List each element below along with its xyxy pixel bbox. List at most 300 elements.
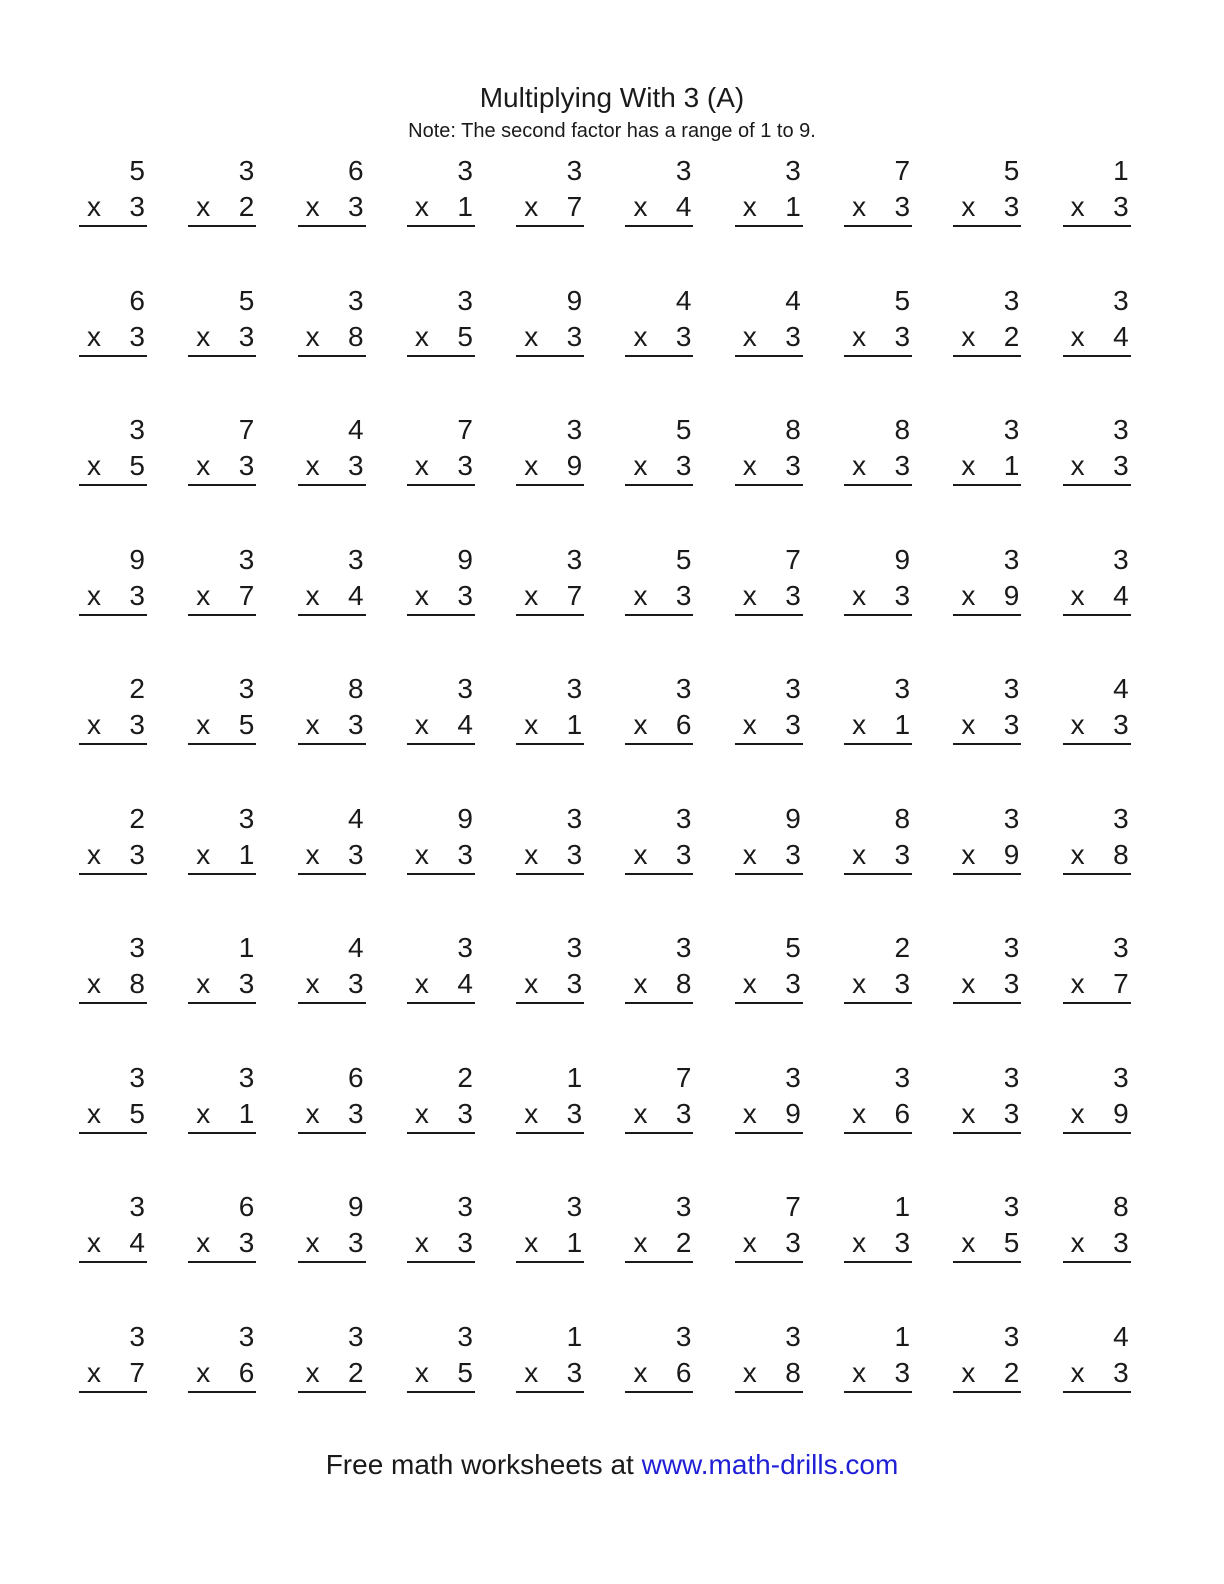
second-factor: 4	[348, 579, 364, 611]
second-factor: 5	[129, 450, 145, 481]
multiplication-problem	[1063, 801, 1131, 931]
first-factor: 7	[785, 1191, 801, 1222]
multiply-operator: x	[196, 450, 211, 481]
second-factor-row	[625, 966, 693, 1004]
second-factor: 5	[129, 1097, 145, 1129]
first-factor: 1	[894, 1320, 911, 1352]
multiplication-problem	[735, 1060, 803, 1190]
multiplication-problem	[298, 1060, 366, 1190]
second-factor-row	[625, 189, 693, 227]
multiplication-problem	[1063, 1189, 1131, 1319]
second-factor: 3	[894, 1356, 911, 1388]
second-factor-row	[1063, 1096, 1131, 1134]
second-factor-row	[953, 578, 1021, 616]
multiply-operator: x	[633, 1097, 648, 1129]
footer-link[interactable]: www.math-drills.com	[641, 1449, 899, 1480]
second-factor-row	[1063, 578, 1131, 616]
second-factor-row	[188, 1096, 256, 1134]
second-factor: 8	[348, 320, 364, 352]
multiplication-problem	[516, 1319, 584, 1449]
multiplication-problem	[953, 930, 1021, 1060]
second-factor: 3	[785, 1227, 801, 1258]
multiply-operator: x	[87, 579, 101, 611]
multiply-operator: x	[1070, 1227, 1085, 1258]
first-factor: 3	[457, 932, 473, 963]
second-factor-row	[844, 1355, 912, 1393]
multiply-operator: x	[414, 1097, 429, 1129]
first-factor: 9	[566, 284, 583, 316]
first-factor: 3	[348, 284, 364, 316]
page-title: Multiplying With 3 (A)	[479, 82, 745, 113]
second-factor-row	[844, 189, 912, 227]
second-factor-row	[79, 319, 147, 357]
multiply-operator: x	[305, 709, 320, 740]
first-factor: 3	[238, 1320, 255, 1352]
multiplication-problem	[516, 542, 584, 672]
first-factor: 8	[785, 414, 801, 445]
multiplication-problem	[625, 1060, 693, 1190]
multiply-operator: x	[524, 709, 539, 740]
second-factor: 2	[675, 1227, 692, 1258]
second-factor-row	[516, 578, 584, 616]
multiplication-problem	[188, 542, 256, 672]
multiply-operator: x	[196, 191, 211, 222]
first-factor: 3	[785, 1061, 801, 1093]
multiplication-problem	[625, 153, 693, 283]
first-factor: 3	[129, 414, 145, 445]
multiplication-problem	[188, 283, 256, 413]
first-factor: 6	[348, 155, 364, 186]
second-factor-row	[1063, 707, 1131, 745]
second-factor-row	[1063, 1355, 1131, 1393]
multiply-operator: x	[414, 1356, 429, 1388]
second-factor-row	[516, 837, 584, 875]
multiply-operator: x	[742, 1356, 757, 1388]
second-factor-row	[188, 189, 256, 227]
first-factor: 3	[566, 932, 583, 963]
multiplication-problem	[188, 1189, 256, 1319]
multiplication-problem	[625, 930, 693, 1060]
second-factor-row	[953, 837, 1021, 875]
first-factor: 3	[894, 673, 911, 704]
first-factor: 2	[457, 1061, 473, 1093]
second-factor-row	[79, 1225, 147, 1263]
second-factor-row	[625, 448, 693, 486]
second-factor: 3	[675, 450, 692, 481]
first-factor: 9	[457, 543, 473, 575]
multiplication-problem	[188, 153, 256, 283]
first-factor: 3	[566, 155, 583, 186]
multiply-operator: x	[196, 1097, 211, 1129]
multiplication-problem	[844, 930, 912, 1060]
multiply-operator: x	[633, 709, 648, 740]
multiply-operator: x	[414, 1227, 429, 1258]
second-factor-row	[298, 189, 366, 227]
second-factor: 3	[129, 709, 145, 740]
first-factor: 3	[566, 543, 583, 575]
second-factor: 1	[1003, 450, 1020, 481]
first-factor: 3	[457, 1191, 473, 1222]
second-factor-row	[735, 578, 803, 616]
multiply-operator: x	[305, 838, 320, 870]
first-factor: 3	[457, 673, 473, 704]
first-factor: 9	[129, 543, 145, 575]
multiplication-problem	[1063, 153, 1131, 283]
first-factor: 3	[675, 155, 692, 186]
second-factor: 4	[1113, 320, 1129, 352]
multiply-operator: x	[196, 968, 211, 999]
second-factor: 2	[1003, 1356, 1020, 1388]
multiply-operator: x	[961, 968, 976, 999]
second-factor: 6	[675, 1356, 692, 1388]
second-factor-row	[516, 448, 584, 486]
multiplication-problem	[953, 153, 1021, 283]
multiply-operator: x	[196, 709, 211, 740]
multiplication-problem	[953, 412, 1021, 542]
multiplication-problem	[298, 801, 366, 931]
multiply-operator: x	[305, 191, 320, 222]
multiplication-problem	[188, 671, 256, 801]
multiplication-problem	[516, 283, 584, 413]
first-factor: 8	[1113, 1191, 1129, 1222]
page-subtitle: Note: The second factor has a range of 1 to 9.	[408, 120, 816, 142]
multiply-operator: x	[742, 579, 757, 611]
second-factor: 3	[238, 450, 255, 481]
multiply-operator: x	[524, 968, 539, 999]
second-factor-row	[625, 707, 693, 745]
multiplication-problem	[625, 1319, 693, 1449]
first-factor: 3	[129, 1320, 145, 1352]
second-factor-row	[953, 448, 1021, 486]
second-factor: 3	[1113, 709, 1129, 740]
second-factor: 2	[1003, 320, 1020, 352]
first-factor: 3	[894, 1061, 911, 1093]
multiplication-problem	[298, 412, 366, 542]
second-factor: 3	[566, 320, 583, 352]
first-factor: 3	[1003, 1191, 1020, 1222]
multiplication-problem	[1063, 1060, 1131, 1190]
first-factor: 3	[457, 284, 473, 316]
multiplication-problem	[407, 930, 475, 1060]
multiplication-problem	[625, 283, 693, 413]
first-factor: 5	[238, 284, 255, 316]
multiply-operator: x	[87, 1356, 101, 1388]
second-factor: 3	[675, 838, 692, 870]
multiply-operator: x	[414, 450, 429, 481]
multiplication-problem	[298, 930, 366, 1060]
first-factor: 8	[894, 414, 911, 445]
second-factor-row	[407, 319, 475, 357]
second-factor: 9	[1003, 579, 1020, 611]
first-factor: 3	[675, 1320, 692, 1352]
multiplication-problem	[953, 1060, 1021, 1190]
multiplication-problem	[1063, 1319, 1131, 1449]
multiply-operator: x	[742, 1227, 757, 1258]
multiply-operator: x	[852, 709, 867, 740]
second-factor: 3	[348, 1097, 364, 1129]
first-factor: 5	[129, 155, 145, 186]
second-factor: 3	[457, 838, 473, 870]
footer	[0, 1448, 1224, 1482]
multiply-operator: x	[305, 450, 320, 481]
multiply-operator: x	[1070, 709, 1085, 740]
multiply-operator: x	[742, 968, 757, 999]
first-factor: 3	[238, 802, 255, 834]
second-factor: 3	[785, 320, 801, 352]
multiplication-problem	[1063, 283, 1131, 413]
multiplication-problem	[407, 542, 475, 672]
second-factor-row	[844, 707, 912, 745]
first-factor: 3	[675, 1191, 692, 1222]
second-factor: 3	[566, 1356, 583, 1388]
first-factor: 5	[675, 414, 692, 445]
multiply-operator: x	[961, 709, 976, 740]
multiplication-problem	[79, 1319, 147, 1449]
second-factor-row	[79, 189, 147, 227]
second-factor-row	[407, 448, 475, 486]
second-factor-row	[1063, 837, 1131, 875]
first-factor: 1	[1113, 155, 1129, 186]
second-factor: 3	[894, 450, 911, 481]
second-factor: 3	[129, 320, 145, 352]
multiply-operator: x	[1070, 1097, 1085, 1129]
first-factor: 3	[566, 802, 583, 834]
multiplication-problem	[516, 1060, 584, 1190]
multiplication-problem	[625, 412, 693, 542]
second-factor-row	[79, 1096, 147, 1134]
second-factor: 8	[1113, 838, 1129, 870]
multiplication-problem	[516, 412, 584, 542]
second-factor-row	[844, 1096, 912, 1134]
second-factor: 3	[1113, 450, 1129, 481]
multiply-operator: x	[742, 1097, 757, 1129]
second-factor: 9	[566, 450, 583, 481]
first-factor: 3	[348, 1320, 364, 1352]
multiplication-problem	[735, 542, 803, 672]
second-factor-row	[735, 319, 803, 357]
first-factor: 3	[457, 1320, 473, 1352]
multiplication-problem	[188, 1060, 256, 1190]
second-factor: 9	[785, 1097, 801, 1129]
second-factor: 6	[675, 709, 692, 740]
multiply-operator: x	[961, 579, 976, 611]
multiply-operator: x	[633, 968, 648, 999]
second-factor-row	[407, 189, 475, 227]
second-factor: 7	[1113, 968, 1129, 999]
multiplication-problem	[735, 801, 803, 931]
first-factor: 1	[894, 1191, 911, 1222]
first-factor: 7	[675, 1061, 692, 1093]
multiplication-problem	[516, 801, 584, 931]
first-factor: 6	[129, 284, 145, 316]
multiply-operator: x	[196, 838, 211, 870]
second-factor: 1	[894, 709, 911, 740]
second-factor: 5	[238, 709, 255, 740]
second-factor-row	[625, 578, 693, 616]
first-factor: 3	[1113, 543, 1129, 575]
second-factor: 6	[894, 1097, 911, 1129]
second-factor-row	[188, 1355, 256, 1393]
first-factor: 5	[894, 284, 911, 316]
second-factor-row	[79, 966, 147, 1004]
multiplication-problem	[188, 1319, 256, 1449]
multiply-operator: x	[87, 450, 101, 481]
multiplication-problem	[516, 930, 584, 1060]
multiply-operator: x	[852, 579, 867, 611]
second-factor-row	[407, 966, 475, 1004]
second-factor-row	[188, 966, 256, 1004]
second-factor-row	[1063, 966, 1131, 1004]
second-factor-row	[188, 448, 256, 486]
first-factor: 5	[785, 932, 801, 963]
multiply-operator: x	[852, 320, 867, 352]
second-factor-row	[844, 966, 912, 1004]
first-factor: 5	[1003, 155, 1020, 186]
multiply-operator: x	[633, 838, 648, 870]
first-factor: 2	[129, 673, 145, 704]
second-factor: 1	[238, 838, 255, 870]
footer-text: Free math worksheets at	[325, 1449, 642, 1480]
multiplication-problem	[1063, 671, 1131, 801]
second-factor-row	[516, 189, 584, 227]
multiplication-problem	[79, 930, 147, 1060]
second-factor: 3	[675, 1097, 692, 1129]
second-factor-row	[844, 1225, 912, 1263]
multiplication-problem	[407, 671, 475, 801]
second-factor: 3	[1003, 1097, 1020, 1129]
multiply-operator: x	[196, 1356, 211, 1388]
second-factor: 3	[785, 838, 801, 870]
multiplication-problem	[188, 801, 256, 931]
second-factor-row	[188, 319, 256, 357]
multiplication-problem	[735, 671, 803, 801]
multiplication-problem	[953, 801, 1021, 931]
multiplication-problem	[844, 412, 912, 542]
second-factor-row	[1063, 319, 1131, 357]
multiply-operator: x	[305, 1227, 320, 1258]
multiply-operator: x	[852, 838, 867, 870]
multiply-operator: x	[305, 1097, 320, 1129]
second-factor-row	[407, 1096, 475, 1134]
multiply-operator: x	[961, 838, 976, 870]
first-factor: 3	[1113, 414, 1129, 445]
multiply-operator: x	[742, 450, 757, 481]
second-factor-row	[516, 1096, 584, 1134]
second-factor: 3	[894, 1227, 911, 1258]
multiplication-problem	[735, 283, 803, 413]
second-factor-row	[407, 1225, 475, 1263]
first-factor: 3	[785, 155, 801, 186]
second-factor-row	[735, 448, 803, 486]
second-factor: 3	[785, 579, 801, 611]
multiply-operator: x	[196, 320, 211, 352]
first-factor: 4	[348, 932, 364, 963]
multiply-operator: x	[852, 191, 867, 222]
multiplication-problem	[844, 283, 912, 413]
multiply-operator: x	[852, 1227, 867, 1258]
first-factor: 3	[129, 932, 145, 963]
multiplication-problem	[79, 1060, 147, 1190]
second-factor-row	[298, 707, 366, 745]
second-factor: 3	[785, 450, 801, 481]
second-factor-row	[298, 1096, 366, 1134]
multiplication-problem	[298, 671, 366, 801]
second-factor: 7	[566, 579, 583, 611]
multiplication-problem	[844, 1060, 912, 1190]
second-factor-row	[625, 1225, 693, 1263]
second-factor-row	[735, 1096, 803, 1134]
multiplication-problem	[1063, 930, 1131, 1060]
multiply-operator: x	[414, 968, 429, 999]
second-factor: 3	[348, 450, 364, 481]
second-factor: 9	[1003, 838, 1020, 870]
second-factor: 4	[129, 1227, 145, 1258]
multiply-operator: x	[87, 838, 101, 870]
multiply-operator: x	[87, 709, 101, 740]
first-factor: 4	[348, 802, 364, 834]
multiply-operator: x	[1070, 320, 1085, 352]
first-factor: 3	[238, 673, 255, 704]
second-factor-row	[407, 578, 475, 616]
multiplication-problem	[844, 671, 912, 801]
second-factor-row	[516, 1355, 584, 1393]
multiplication-problem	[625, 1189, 693, 1319]
multiply-operator: x	[524, 579, 539, 611]
second-factor: 3	[348, 838, 364, 870]
multiply-operator: x	[961, 320, 976, 352]
second-factor-row	[1063, 1225, 1131, 1263]
first-factor: 3	[1003, 673, 1020, 704]
multiplication-problem	[735, 412, 803, 542]
multiplication-problem	[735, 1189, 803, 1319]
second-factor: 4	[1113, 579, 1129, 611]
first-factor: 9	[894, 543, 911, 575]
second-factor: 1	[566, 1227, 583, 1258]
multiply-operator: x	[305, 320, 320, 352]
second-factor: 1	[785, 191, 801, 222]
second-factor: 5	[457, 320, 473, 352]
multiply-operator: x	[87, 320, 101, 352]
multiplication-problem	[79, 153, 147, 283]
second-factor-row	[298, 1225, 366, 1263]
first-factor: 3	[348, 543, 364, 575]
multiply-operator: x	[633, 579, 648, 611]
second-factor-row	[79, 448, 147, 486]
multiplication-problem	[298, 153, 366, 283]
second-factor: 5	[457, 1356, 473, 1388]
second-factor-row	[188, 578, 256, 616]
second-factor: 3	[457, 1097, 473, 1129]
multiplication-problem	[625, 801, 693, 931]
second-factor: 3	[894, 320, 911, 352]
first-factor: 2	[129, 802, 145, 834]
multiplication-problem	[298, 1189, 366, 1319]
second-factor-row	[516, 319, 584, 357]
second-factor-row	[735, 1225, 803, 1263]
second-factor: 3	[894, 968, 911, 999]
second-factor: 3	[129, 838, 145, 870]
first-factor: 3	[129, 1191, 145, 1222]
multiply-operator: x	[196, 579, 211, 611]
multiplication-problem	[735, 1319, 803, 1449]
multiplication-problem	[407, 412, 475, 542]
multiplication-problem	[625, 542, 693, 672]
multiply-operator: x	[196, 1227, 211, 1258]
first-factor: 3	[457, 155, 473, 186]
second-factor: 3	[785, 968, 801, 999]
first-factor: 1	[566, 1320, 583, 1352]
multiply-operator: x	[1070, 1356, 1085, 1388]
